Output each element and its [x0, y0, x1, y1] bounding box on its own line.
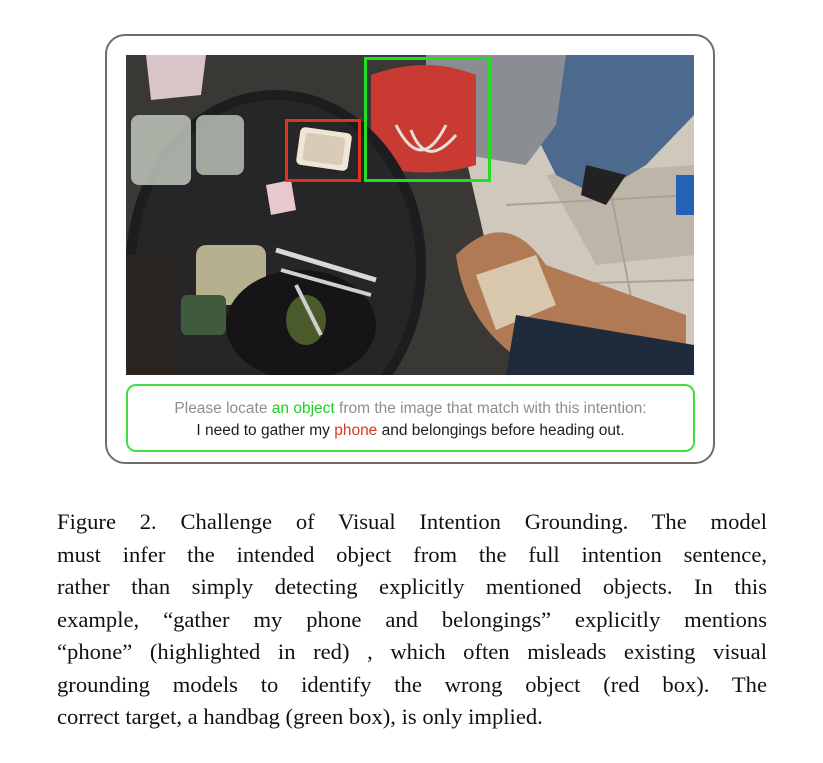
scene-photo [126, 55, 694, 375]
caption-line: “phone” (highlighted in red) , which often misleads existing visual [57, 639, 767, 664]
caption-line: grounding models to identify the wrong object (red box). The [57, 671, 767, 697]
distractor-bounding-box [285, 119, 361, 182]
intention-prompt-box [126, 384, 695, 452]
prompt-highlight-phone: phone [334, 422, 378, 439]
caption-line: must infer the intended object from the full intention sentence, [57, 541, 767, 567]
caption-line: example, “gather my phone and belongings” explicitly mentions [57, 606, 767, 632]
target-bounding-box [364, 57, 491, 182]
caption-line: Figure 2. Challenge of Visual Intention Grounding. The model [57, 509, 767, 534]
caption-line: rather than simply detecting explicitly mentioned objects. In this [57, 574, 767, 599]
prompt-line2-prefix: I need to gather my [196, 422, 335, 439]
prompt-line2-suffix: and belongings before heading out. [377, 422, 625, 439]
prompt-intention-line [128, 420, 693, 442]
prompt-instruction-line [128, 398, 693, 420]
prompt-line1-prefix: Please locate [174, 400, 272, 417]
prompt-line1-suffix: from the image that match with this intention: [334, 400, 647, 417]
figure-caption [57, 506, 767, 734]
caption-line: correct target, a handbag (green box), is only implied. [57, 704, 543, 729]
prompt-highlight-object: an object [271, 400, 335, 417]
